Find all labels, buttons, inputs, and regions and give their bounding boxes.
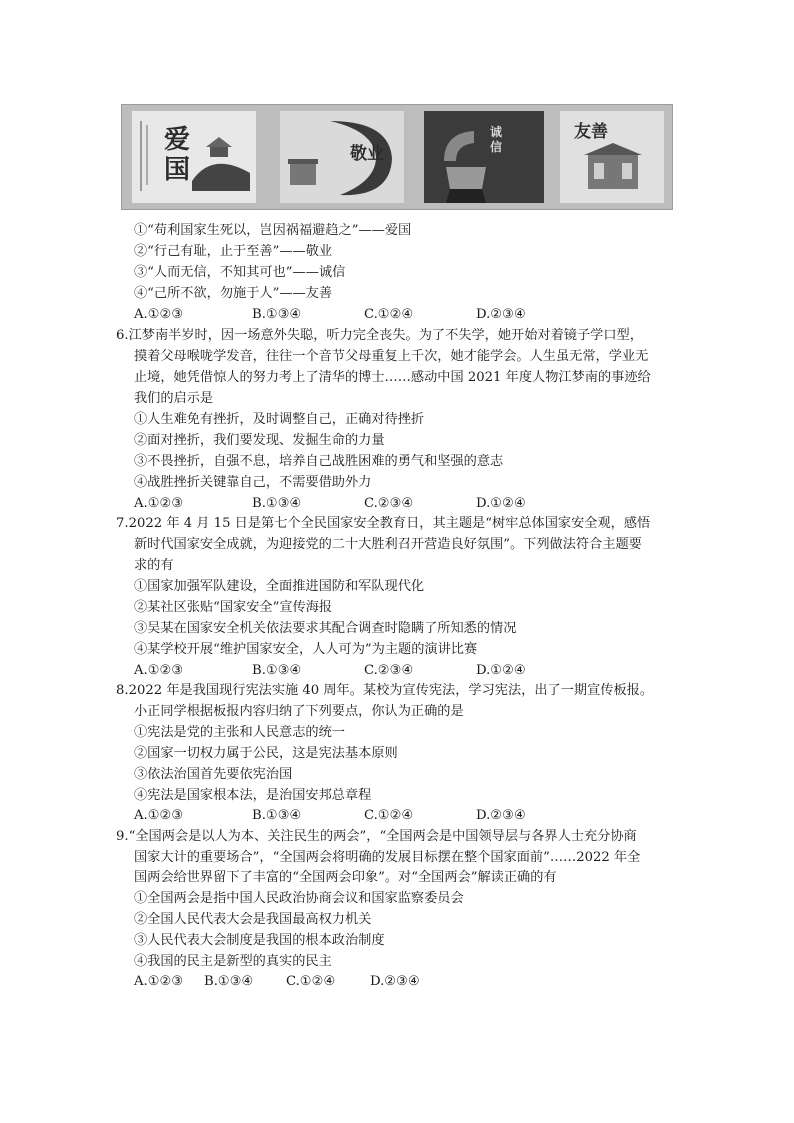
values-image-strip bbox=[121, 104, 673, 210]
q8-statement-4: ④宪法是国家根本法，是治国安邦总章程 bbox=[134, 788, 372, 803]
q8-stem-line-2: 小正同学根据板报内容归纳了下列要点，你认为正确的是 bbox=[134, 704, 464, 719]
q8-options bbox=[134, 806, 694, 826]
q5-option-b[interactable]: B.①③④ bbox=[252, 307, 302, 322]
q6-option-a[interactable]: A.①②③ bbox=[134, 496, 184, 511]
q7-option-a[interactable]: A.①②③ bbox=[134, 663, 184, 678]
q5-option-d[interactable]: D.②③④ bbox=[476, 307, 526, 322]
q6-option-c[interactable]: C.②③④ bbox=[364, 496, 414, 511]
image-word-integrity: 诚信 bbox=[490, 125, 503, 154]
q7-option-c[interactable]: C.②③④ bbox=[364, 663, 414, 678]
q5-statement-4: ④“己所不欲，勿施于人”——友善 bbox=[134, 286, 333, 301]
q9-option-d[interactable]: D.②③④ bbox=[370, 974, 420, 989]
q9-option-b[interactable]: B.①③④ bbox=[204, 974, 254, 989]
q5-statement-2: ②“行己有耻，止于至善”——敬业 bbox=[134, 244, 333, 259]
q9-options bbox=[134, 972, 694, 992]
q7-stem-line-2: 新时代国家安全成就，为迎接党的二十大胜利召开营造良好氛围”。下列做法符合主题要 bbox=[134, 537, 642, 552]
q7-options bbox=[134, 661, 694, 681]
dedication-illustration bbox=[280, 111, 404, 203]
q5-statement-3: ③“人而无信，不知其可也”——诚信 bbox=[134, 265, 346, 280]
image-word-friendliness: 友善 bbox=[574, 122, 608, 142]
patriotism-illustration bbox=[132, 111, 256, 203]
q6-statement-4: ④战胜挫折关键靠自己，不需要借助外力 bbox=[134, 475, 372, 490]
q8-statement-1: ①宪法是党的主张和人民意志的统一 bbox=[134, 725, 345, 740]
q9-stem-line-3: 国两会给世界留下了丰富的“全国两会印象”。对“全国两会”解读正确的有 bbox=[134, 870, 557, 885]
q7-option-b[interactable]: B.①③④ bbox=[252, 663, 302, 678]
integrity-illustration bbox=[424, 111, 544, 203]
q7-statement-2: ②某社区张贴“国家安全”宣传海报 bbox=[134, 600, 333, 615]
q6-stem-line-3: 止境，她凭借惊人的努力考上了清华的博士……感动中国 2021 年度人物江梦南的事迹给 bbox=[134, 370, 651, 385]
q8-statement-3: ③依法治国首先要依宪治国 bbox=[134, 767, 293, 782]
q5-option-a[interactable]: A.①②③ bbox=[134, 307, 184, 322]
image-panel-dedication bbox=[280, 111, 404, 203]
q7-stem-line-1: 7.2022 年 4 月 15 日是第七个全民国家安全教育日，其主题是“树牢总体国家安全观，感悟 bbox=[116, 516, 651, 531]
image-panel-friendliness bbox=[560, 111, 664, 203]
q9-stem-line-2: 国家大计的重要场合”，“全国两会将明确的发展目标摆在整个国家面前”……2022 年全 bbox=[134, 850, 641, 865]
q9-option-c[interactable]: C.①②④ bbox=[286, 974, 336, 989]
q7-stem-line-3: 求的有 bbox=[134, 558, 174, 573]
q8-stem-line-1: 8.2022 年是我国现行宪法实施 40 周年。某校为宣传宪法，学习宪法，出了一期宣传板报。 bbox=[116, 683, 654, 698]
q9-statement-3: ③人民代表大会制度是我国的根本政治制度 bbox=[134, 933, 385, 948]
q6-option-b[interactable]: B.①③④ bbox=[252, 496, 302, 511]
q7-option-d[interactable]: D.①②④ bbox=[476, 663, 526, 678]
q9-stem-line-1: 9.“全国两会是以人为本、关注民生的两会”，“全国两会是中国领导层与各界人士充分协商 bbox=[116, 829, 637, 844]
q9-statement-2: ②全国人民代表大会是我国最高权力机关 bbox=[134, 912, 372, 927]
q9-option-a[interactable]: A.①②③ bbox=[134, 974, 184, 989]
q6-stem-line-1: 6.江梦南半岁时，因一场意外失聪，听力完全丧失。为了不失学，她开始对着镜子学口型， bbox=[116, 328, 643, 343]
q6-statement-1: ①人生难免有挫折，及时调整自己，正确对待挫折 bbox=[134, 412, 425, 427]
q6-option-d[interactable]: D.①②④ bbox=[476, 496, 526, 511]
q6-stem-line-2: 摸着父母喉咙学发音，往往一个音节父母重复上千次，她才能学会。人生虽无常，学业无 bbox=[134, 349, 649, 364]
q6-statement-3: ③不畏挫折，自强不息，培养自己战胜困难的勇气和坚强的意志 bbox=[134, 454, 504, 469]
q5-options bbox=[134, 305, 694, 325]
image-panel-integrity bbox=[424, 111, 544, 203]
q9-statement-4: ④我国的民主是新型的真实的民主 bbox=[134, 954, 332, 969]
q8-option-d[interactable]: D.②③④ bbox=[476, 808, 526, 823]
q7-statement-4: ④某学校开展“维护国家安全，人人可为”为主题的演讲比赛 bbox=[134, 642, 478, 657]
q6-options bbox=[134, 494, 694, 514]
q5-option-c[interactable]: C.①②④ bbox=[364, 307, 414, 322]
q5-statement-1: ①“苟利国家生死以，岂因祸福避趋之”——爱国 bbox=[134, 223, 412, 238]
image-word-patriotism: 爱国 bbox=[163, 125, 190, 185]
q8-option-a[interactable]: A.①②③ bbox=[134, 808, 184, 823]
q6-stem-line-4: 我们的启示是 bbox=[134, 391, 214, 406]
q9-statement-1: ①全国两会是指中国人民政治协商会议和国家监察委员会 bbox=[134, 891, 464, 906]
image-word-dedication: 敬业 bbox=[350, 144, 384, 164]
q8-option-b[interactable]: B.①③④ bbox=[252, 808, 302, 823]
q6-statement-2: ②面对挫折，我们要发现、发掘生命的力量 bbox=[134, 433, 385, 448]
q7-statement-3: ③吴某在国家安全机关依法要求其配合调查时隐瞒了所知悉的情况 bbox=[134, 621, 517, 636]
q7-statement-1: ①国家加强军队建设，全面推进国防和军队现代化 bbox=[134, 579, 425, 594]
q8-statement-2: ②国家一切权力属于公民，这是宪法基本原则 bbox=[134, 746, 398, 761]
q8-option-c[interactable]: C.①②④ bbox=[364, 808, 414, 823]
image-panel-patriotism bbox=[132, 111, 256, 203]
